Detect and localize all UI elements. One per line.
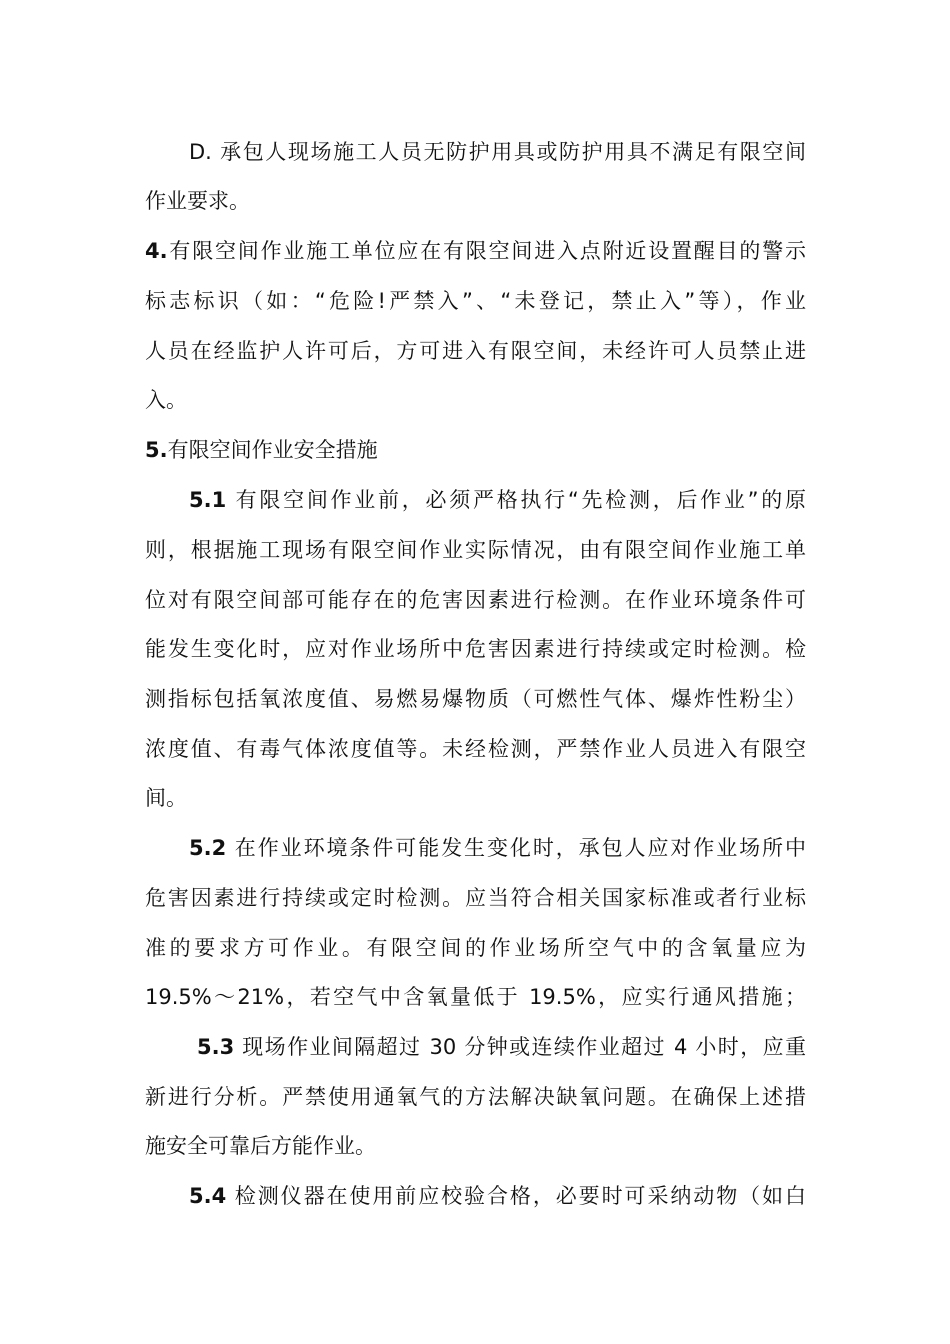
s53-text-1: 现场作业间隔超过 30 分钟或连续作业超过 4 小时，应重	[234, 1035, 806, 1059]
item-4-line-4: 入。	[145, 388, 187, 412]
s54-text-1: 检测仪器在使用前应校验合格，必要时可采纳动物（如白	[226, 1184, 806, 1208]
s52-line-3: 准的要求方可作业。有限空间的作业场所空气中的含氧量应为	[145, 936, 806, 960]
section-5-number: 5.	[145, 438, 168, 462]
s52-line-4: 19.5%～21%，若空气中含氧量低于 19.5%，应实行通风措施；	[145, 985, 806, 1009]
s53-line-1	[197, 1032, 806, 1062]
s51-line-3: 位对有限空间部可能存在的危害因素进行检测。在作业环境条件可	[145, 588, 806, 612]
item-4-text-1: 有限空间作业施工单位应在有限空间进入点附近设置醒目的警示	[167, 239, 806, 263]
item-4-line-2: 标志标识（如：“危险!严禁入”、“未登记，禁止入”等），作业	[145, 289, 806, 313]
s51-line-5: 测指标包括氧浓度值、易燃易爆物质（可燃性气体、爆炸性粉尘）	[145, 687, 806, 711]
item-4-line-1	[145, 236, 806, 266]
s54-line-1	[189, 1181, 806, 1211]
item-d-line-2: 作业要求。	[145, 189, 250, 213]
s51-line-1	[189, 485, 806, 515]
s51-line-4: 能发生变化时，应对作业场所中危害因素进行持续或定时检测。检	[145, 637, 806, 661]
section-5-title: 有限空间作业安全措施	[167, 438, 378, 462]
s51-line-6: 浓度值、有毒气体浓度值等。未经检测，严禁作业人员进入有限空	[145, 737, 806, 761]
s51-text-1: 有限空间作业前，必须严格执行“先检测，后作业”的原	[226, 488, 806, 512]
item-4-number: 4.	[145, 239, 168, 263]
s51-line-7: 间。	[145, 786, 187, 810]
item-4-line-3: 人员在经监护人许可后，方可进入有限空间，未经许可人员禁止进	[145, 339, 806, 363]
s52-line-2: 危害因素进行持续或定时检测。应当符合相关国家标准或者行业标	[145, 886, 806, 910]
s53-line-2: 新进行分析。严禁使用通氧气的方法解决缺氧问题。在确保上述措	[145, 1085, 806, 1109]
s53-line-3: 施安全可靠后方能作业。	[145, 1134, 376, 1158]
s52-line-1	[189, 833, 806, 863]
s54-number: 5.4	[189, 1184, 227, 1208]
item-d-line-1: D. 承包人现场施工人员无防护用具或防护用具不满足有限空间	[189, 140, 806, 164]
s53-number: 5.3	[197, 1035, 235, 1059]
s52-text-1: 在作业环境条件可能发生变化时，承包人应对作业场所中	[226, 836, 806, 860]
s51-line-2: 则，根据施工现场有限空间作业实际情况，由有限空间作业施工单	[145, 538, 806, 562]
s52-number: 5.2	[189, 836, 227, 860]
section-5-heading	[145, 435, 378, 465]
s51-number: 5.1	[189, 488, 227, 512]
